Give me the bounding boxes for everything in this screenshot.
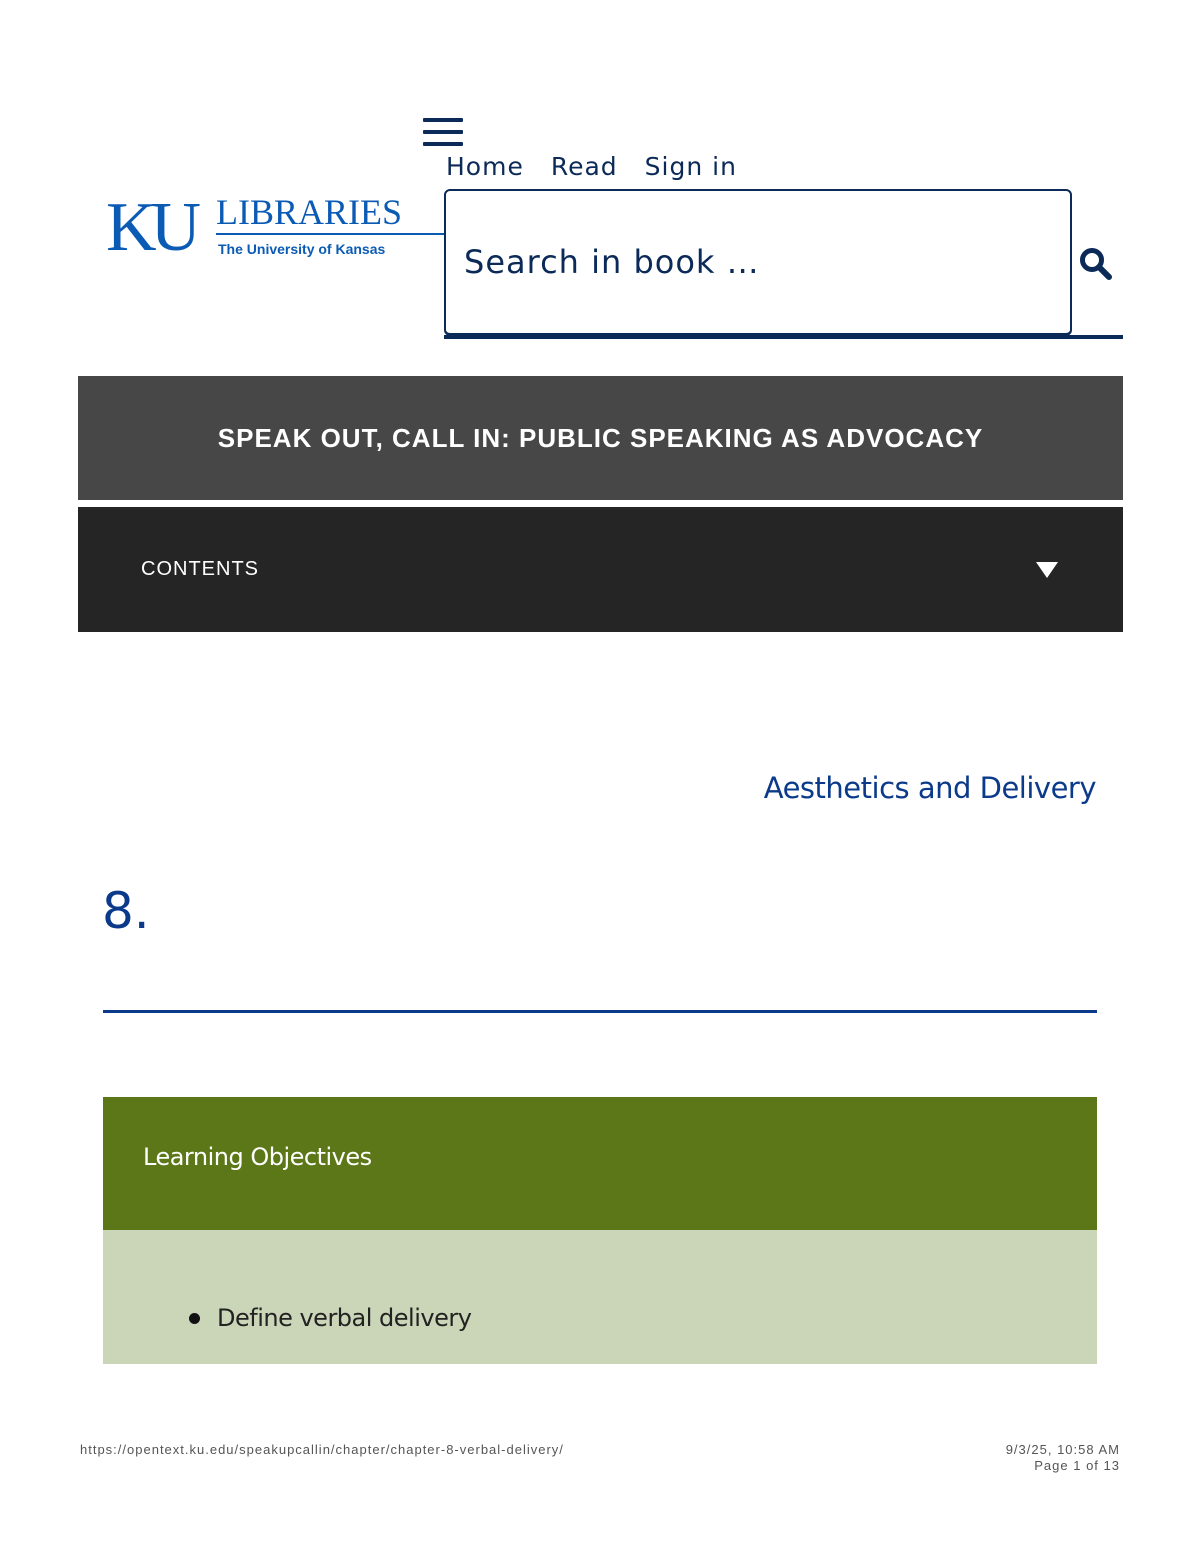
- contents-label: CONTENTS: [141, 558, 259, 580]
- objective-text: Define verbal delivery: [217, 1304, 472, 1332]
- nav-home-link[interactable]: Home: [446, 152, 524, 181]
- footer-page-number: Page 1 of 13: [1034, 1458, 1120, 1473]
- learning-objectives-header: [103, 1097, 1097, 1230]
- learning-objectives-title: Learning Objectives: [143, 1143, 372, 1171]
- chapter-number: 8.: [102, 882, 150, 940]
- nav-sign-in-link[interactable]: Sign in: [644, 152, 737, 181]
- caret-down-icon: [1036, 562, 1058, 578]
- footer-meta: [1006, 1442, 1120, 1474]
- ku-libraries-logo[interactable]: [106, 189, 412, 267]
- book-title-bar: [78, 376, 1123, 500]
- book-title[interactable]: SPEAK OUT, CALL IN: PUBLIC SPEAKING AS ADVOCACY: [217, 422, 984, 453]
- search-box: [444, 189, 1072, 336]
- bullet-icon: [189, 1313, 200, 1324]
- list-item: [189, 1304, 471, 1332]
- chapter-divider: [103, 1010, 1097, 1013]
- logo-mark: KU: [106, 189, 196, 266]
- learning-objectives-body: [103, 1230, 1097, 1364]
- part-title: Aesthetics and Delivery: [763, 771, 1096, 805]
- search-icon[interactable]: [1078, 246, 1114, 282]
- hamburger-menu-icon[interactable]: [423, 118, 463, 146]
- footer-datetime: 9/3/25, 10:58 AM: [1005, 1442, 1120, 1457]
- logo-name: LIBRARIES: [216, 192, 403, 232]
- logo-subtitle: The University of Kansas: [218, 241, 386, 257]
- top-navigation: [446, 152, 737, 181]
- search-input[interactable]: [464, 237, 1024, 287]
- nav-read-link[interactable]: Read: [550, 152, 618, 181]
- search-underline: [444, 335, 1123, 339]
- contents-toggle[interactable]: [78, 507, 1123, 632]
- footer-url: https://opentext.ku.edu/speakupcallin/chapter/chapter-8-verbal-delivery/: [80, 1442, 564, 1457]
